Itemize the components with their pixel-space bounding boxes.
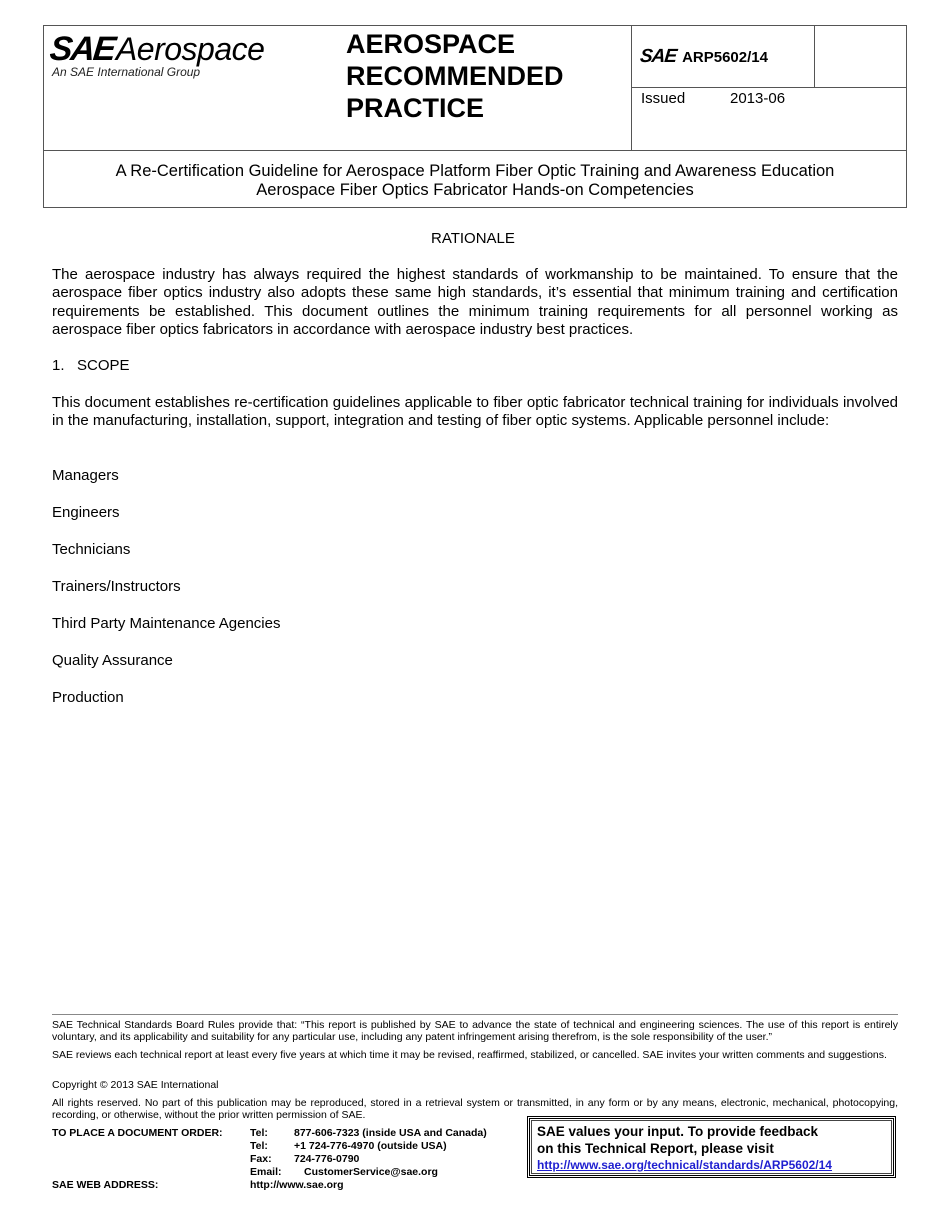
document-header <box>43 25 907 208</box>
copyright-note: Copyright © 2013 SAE International <box>52 1079 219 1091</box>
list-item: Quality Assurance <box>52 652 173 669</box>
footer-divider <box>52 1014 898 1015</box>
feedback-text: SAE values your input. To provide feedback <box>537 1124 819 1139</box>
document-title: A Re-Certification Guideline for Aerospace Platform Fiber Optic Training and Awareness Education <box>115 162 835 180</box>
doc-type-line: PRACTICE <box>346 93 485 123</box>
rights-note: All rights reserved. No part of this publication may be reproduced, stored in a retrieval system or transmitted, in any form or by any means, electronic, mechanical, photocopying, recording, or otherwise, without the prior written permission of SAE. <box>52 1097 898 1122</box>
order-label: TO PLACE A DOCUMENT ORDER: <box>52 1127 223 1139</box>
doc-type-line: AEROSPACE <box>346 29 516 59</box>
logo-sae-mark: SAE <box>48 30 116 68</box>
rationale-heading: RATIONALE <box>431 230 515 247</box>
document-number <box>640 46 768 68</box>
issued-date: 2013-06 <box>730 90 786 107</box>
contact-value: +1 724-776-4970 (outside USA) <box>294 1140 447 1152</box>
doc-type-line: RECOMMENDED <box>346 61 564 91</box>
doc-number-text: ARP5602/14 <box>682 48 768 66</box>
rationale-paragraph: The aerospace industry has always required the highest standards of workmanship to be maintained. To ensure that the aerospace fiber optics industry also adopts these same high standards, it’s essential that minimum training and certification requirements be established. This document outlines the minimum training requirements for all personnel working as aerospace fiber optics fabricators in accordance with aerospace industry best practices. <box>52 266 898 338</box>
header-divider <box>631 26 632 150</box>
contact-key: Email: <box>250 1166 282 1178</box>
document-type <box>346 28 564 124</box>
document-subtitle: Aerospace Fiber Optics Fabricator Hands-on Competencies <box>256 181 694 199</box>
web-address-label: SAE WEB ADDRESS: <box>52 1179 159 1191</box>
sae-small-logo: SAE <box>638 46 678 67</box>
list-item: Technicians <box>52 541 131 558</box>
feedback-text: on this Technical Report, please visit <box>537 1141 774 1156</box>
contact-key: Tel: <box>250 1127 268 1139</box>
logo-tagline: An SAE International Group <box>52 65 201 79</box>
list-item: Managers <box>52 467 119 484</box>
contact-value: 877-606-7323 (inside USA and Canada) <box>294 1127 487 1139</box>
logo-wordmark: Aerospace <box>115 31 265 67</box>
issued-label: Issued <box>641 90 686 107</box>
list-item: Engineers <box>52 504 120 521</box>
scope-paragraph: This document establishes re-certification guidelines applicable to fiber optic fabricator technical training for individuals involved in the manufacturing, installation, support, integration and testing of fiber optic systems. Applicable personnel include: <box>52 394 898 430</box>
list-item: Production <box>52 689 124 706</box>
header-divider <box>631 87 906 88</box>
list-item: Third Party Maintenance Agencies <box>52 615 281 632</box>
header-divider <box>814 26 815 87</box>
web-address-link[interactable]: http://www.sae.org <box>250 1179 344 1191</box>
standards-rules-note: SAE Technical Standards Board Rules provide that: “This report is published by SAE to advance the state of technical and engineering sciences. The use of this report is entirely voluntary, and its applicability and suitability for any particular use, including any patent infringement arising therefrom, is the sole responsibility of the user.” <box>52 1019 898 1044</box>
feedback-box <box>527 1116 896 1178</box>
review-note: SAE reviews each technical report at least every five years at which time it may be revised, reaffirmed, stabilized, or cancelled. SAE invites your written comments and suggestions. <box>52 1049 887 1061</box>
scope-heading: 1. SCOPE <box>52 357 130 374</box>
contact-value: CustomerService@sae.org <box>304 1166 438 1178</box>
contact-key: Fax: <box>250 1153 272 1165</box>
header-divider <box>44 150 906 151</box>
list-item: Trainers/Instructors <box>52 578 181 595</box>
contact-value: 724-776-0790 <box>294 1153 360 1165</box>
contact-key: Tel: <box>250 1140 268 1152</box>
feedback-link[interactable]: http://www.sae.org/technical/standards/ARP5602/14 <box>537 1158 832 1172</box>
sae-aerospace-logo <box>50 30 264 79</box>
